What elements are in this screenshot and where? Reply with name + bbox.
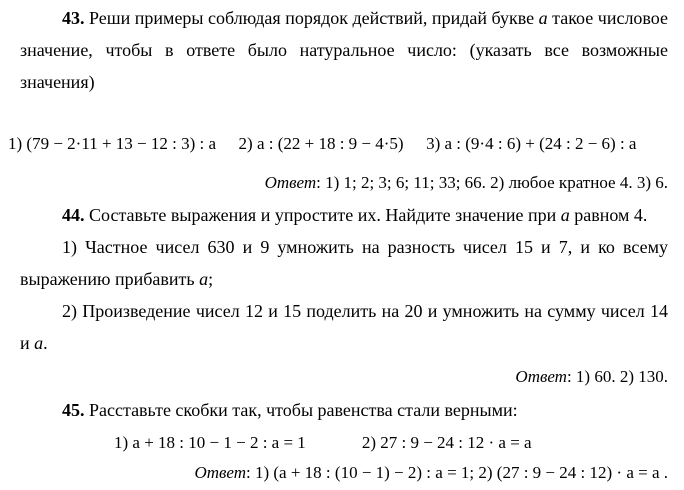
task-45-paragraph bbox=[20, 394, 668, 426]
task-44-variable: a bbox=[560, 205, 570, 225]
task-45-equation-1: 1) a + 18 : 10 − 1 − 2 : a = 1 bbox=[114, 433, 306, 452]
task-45-answer-label: Ответ bbox=[194, 463, 246, 482]
task-44-item-1 bbox=[20, 231, 668, 295]
task-44-paragraph bbox=[20, 199, 668, 231]
task-45-answer-text: : 1) (a + 18 : (10 − 1) − 2) : a = 1; 2) (27 : 9 − 24 : 12) · a = a . bbox=[246, 463, 668, 482]
task-43-text-1: Реши примеры соблюдая порядок действий, придай букве bbox=[84, 8, 539, 28]
task-44-answer bbox=[68, 361, 668, 393]
task-43-expression-3: 3) a : (9·4 : 6) + (24 : 2 − 6) : a bbox=[426, 134, 637, 153]
task-45-number: 45. bbox=[62, 400, 85, 420]
task-45-answer bbox=[68, 457, 668, 489]
task-43-answer bbox=[68, 167, 668, 199]
task-43-expressions bbox=[8, 128, 658, 160]
task-44-item-1-end: ; bbox=[208, 269, 214, 289]
task-44-item-1-variable: a bbox=[199, 269, 209, 289]
task-44-item-2-text: 2) Произведение чисел 12 и 15 поделить на 20 и умножить на сумму чисел 14 и bbox=[20, 301, 668, 353]
task-44-answer-label: Ответ bbox=[515, 367, 567, 386]
task-45-statement bbox=[20, 394, 668, 426]
task-43-paragraph bbox=[20, 2, 668, 98]
task-44-item-2-end: . bbox=[43, 333, 48, 353]
task-43-expression-2: 2) a : (22 + 18 : 9 − 4·5) bbox=[238, 134, 404, 153]
task-44-answer-text: : 1) 60. 2) 130. bbox=[566, 367, 668, 386]
task-43-text-2: такое числовое значение, чтобы в ответе было натуральное число: (указать все возможные значения) bbox=[20, 8, 669, 92]
task-43-number: 43. bbox=[62, 8, 85, 28]
task-43-variable: a bbox=[538, 8, 548, 28]
task-45-equations bbox=[114, 427, 532, 459]
task-44-item-1-text: 1) Частное чисел 630 и 9 умножить на разность чисел 15 и 7, и ко всему выражению прибавить bbox=[20, 237, 668, 289]
task-44-number: 44. bbox=[62, 205, 85, 225]
task-43-answer-label: Ответ bbox=[264, 173, 317, 192]
task-44-text-1: Составьте выражения и упростите их. Найдите значение при bbox=[84, 205, 561, 225]
task-44-item-2 bbox=[20, 295, 668, 359]
task-43-answer-text: : 1) 1; 2; 3; 6; 11; 33; 66. 2) любое кратное 4. 3) 6. bbox=[316, 173, 668, 192]
task-45-text: Расставьте скобки так, чтобы равенства стали верными: bbox=[84, 400, 518, 420]
task-44-statement bbox=[20, 199, 668, 359]
task-44-text-2: равном 4. bbox=[569, 205, 648, 225]
task-43-statement bbox=[20, 2, 668, 98]
task-45-equation-2: 2) 27 : 9 − 24 : 12 · a = a bbox=[361, 433, 532, 452]
task-43-expression-1: 1) (79 − 2·11 + 13 − 12 : 3) : a bbox=[8, 134, 217, 153]
task-44-item-2-variable: a bbox=[34, 333, 44, 353]
